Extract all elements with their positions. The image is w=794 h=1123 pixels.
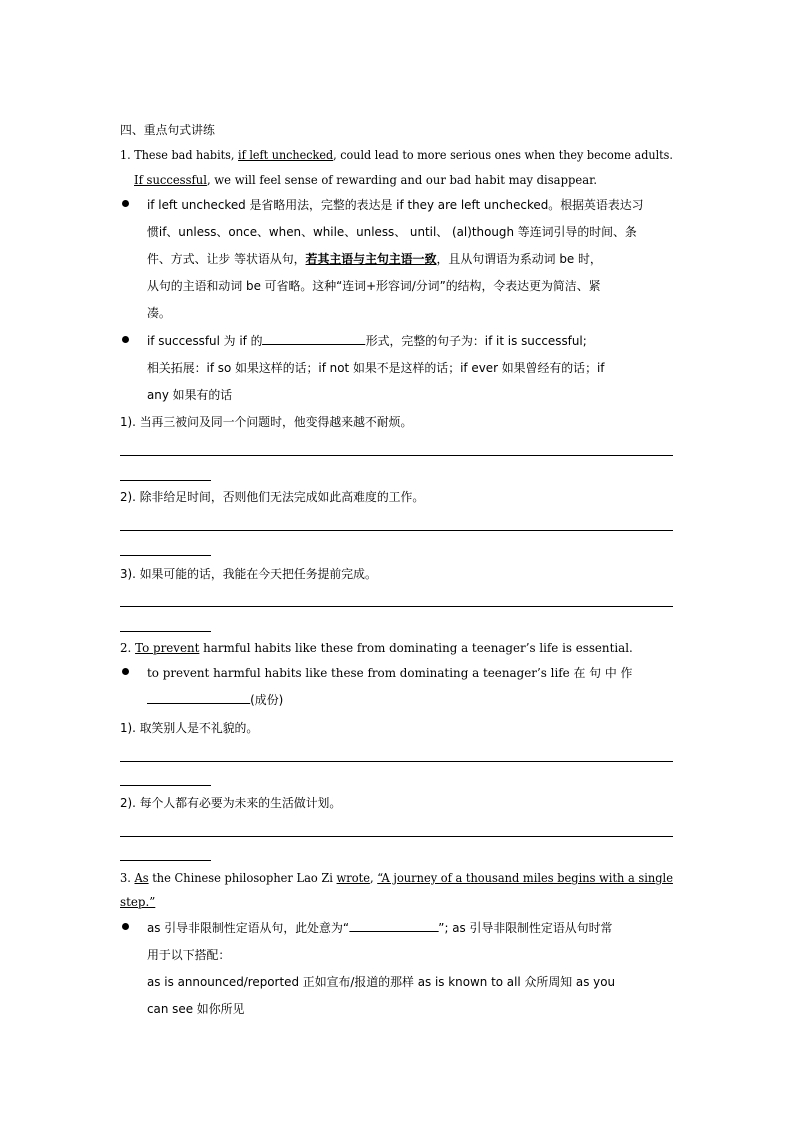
note-2-line-2: 相关拓展：if so 如果这样的话；if not 如果不是这样的话；if ever 如果曾经有的话；if (147, 361, 605, 375)
note-4-line-4: can see 如你所见 (147, 1002, 245, 1016)
fill-in-blank[interactable] (349, 919, 438, 932)
note-1-line-4: 从句的主语和动词 be 可省略。这种“连词+形容词/分词”的结构，令表达更为简洁、紧 (147, 279, 601, 293)
answer-line[interactable] (120, 555, 211, 556)
note-2-line-1: if successful 为 if 的 形式，完整的句子为：if it is successful; (147, 334, 587, 348)
bullet-icon (122, 668, 129, 675)
answer-line[interactable] (120, 631, 211, 632)
answer-line[interactable] (120, 480, 211, 481)
note-1-line-2: 惯if、unless、once、when、while、unless、 until、 (al)though 等连词引导的时间、条 (147, 225, 637, 239)
answer-line[interactable] (120, 530, 673, 531)
note-4-line-1: as 引导非限制性定语从句，此处意为“ ”; as 引导非限制性定语从句时常 (147, 921, 613, 935)
emphasis-text: 若其主语与主句主语一致 (305, 252, 437, 266)
note-4-line-2: 用于以下搭配： (147, 948, 231, 962)
note-1-line-5: 凑。 (147, 306, 171, 320)
bullet-icon (122, 336, 129, 343)
exercise-1-3: 3). 如果可能的话，我能在今天把任务提前完成。 (120, 567, 377, 581)
sentence-1: 1. These bad habits, if left unchecked, could lead to more serious ones when they become adults. (120, 148, 673, 162)
answer-line[interactable] (120, 455, 673, 456)
fill-in-blank[interactable] (147, 691, 250, 704)
sentence-3: 3. As the Chinese philosopher Lao Zi wrote, “A journey of a thousand miles begins with a single (120, 871, 673, 885)
note-1-line-1: if left unchecked 是省略用法，完整的表达是 if they are left unchecked。根据英语表达习 (147, 198, 644, 212)
exercise-2-2: 2). 每个人都有必要为未来的生活做计划。 (120, 796, 342, 810)
fill-in-blank[interactable] (263, 332, 366, 345)
note-3-line-1: to prevent harmful habits like these from dominating a teenager’s life 在 句 中 作 (147, 666, 633, 680)
sentence-1b: If successful, we will feel sense of rewarding and our bad habit may disappear. (134, 173, 598, 187)
exercise-2-1: 1). 取笑别人是不礼貌的。 (120, 721, 259, 735)
note-4-line-3: as is announced/reported 正如宣布/报道的那样 as is known to all 众所周知 as you (147, 975, 616, 989)
bullet-icon (122, 923, 129, 930)
bullet-icon (122, 200, 129, 207)
note-1-line-3: 件、方式、让步 等状语从句，若其主语与主句主语一致，且从句谓语为系动词 be 时， (147, 252, 602, 266)
sentence-2: 2. To prevent harmful habits like these from dominating a teenager’s life is essential. (120, 641, 633, 655)
exercise-1-2: 2). 除非给足时间，否则他们无法完成如此高难度的工作。 (120, 490, 425, 504)
note-3-line-2: (成份) (147, 691, 673, 709)
note-2-line-3: any 如果有的话 (147, 388, 233, 402)
answer-line[interactable] (120, 836, 673, 837)
answer-line[interactable] (120, 606, 673, 607)
sentence-3b: step.” (120, 895, 156, 909)
sentence-1-underlined: if left unchecked (238, 148, 334, 162)
exercise-1-1: 1). 当再三被问及同一个问题时，他变得越来越不耐烦。 (120, 415, 413, 429)
answer-line[interactable] (120, 785, 211, 786)
answer-line[interactable] (120, 860, 211, 861)
answer-line[interactable] (120, 761, 673, 762)
section-title: 四、重点句式讲练 (120, 123, 215, 137)
